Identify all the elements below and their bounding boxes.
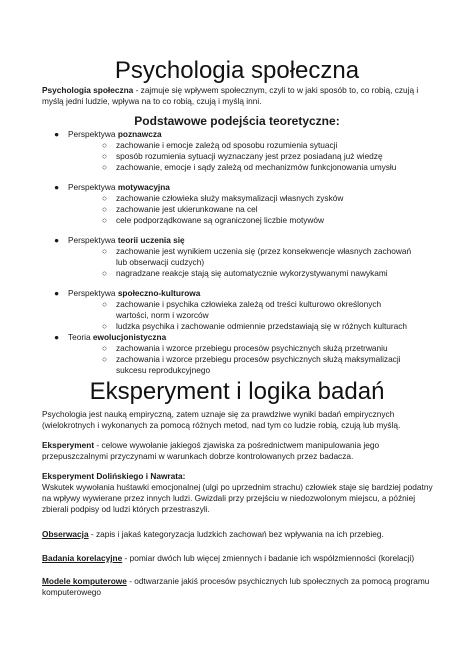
perspective-item: ● Perspektywa teorii uczenia się <box>54 235 185 245</box>
circle-bullet-icon: ○ <box>102 204 108 214</box>
perspective-name: ewolucjonistyczna <box>92 332 167 342</box>
empirical-paragraph: Psychologia jest nauką empiryczną, zatem uznaje się za prawdziwe wyniki badań empirycznych (wielokrotnych i wykonanych za pomocą różnych metod, nad tym co ludzie robią, czują lub myślą. <box>42 409 401 430</box>
circle-bullet-icon: ○ <box>102 299 108 309</box>
perspective-name: motywacyjna <box>117 182 170 192</box>
perspective-item: ● Perspektywa poznawcza <box>54 129 162 139</box>
perspective-name: poznawcza <box>117 129 162 139</box>
dolinski-paragraph: Wskutek wywołania huśtawki emocjonalnej (ulgi po uprzednim strachu) człowiek staje się bardziej podatny na wpływy wywierane przez innych ludzi. Gwizdali przy przejściu w niedozwolonym miejscu, a później zbierali podpisy od ludzi których przestraszyli. <box>42 482 433 514</box>
perspective-subitem: ○ ludzka psychika i zachowanie odmiennie przedstawiają się w różnych kulturach <box>102 321 407 331</box>
observation-term: Obserwacja <box>42 529 89 539</box>
page-title: Psychologia społeczna <box>114 57 360 84</box>
experiment-definition: Eksperyment - celowe wywołanie jakiegoś zjawiska za pośrednictwem manipulowania jego przepuszczalnymi przyczynami w warunkach dobrze kontrolowanych przez badacza. <box>42 440 380 461</box>
circle-bullet-icon: ○ <box>102 268 108 278</box>
circle-bullet-icon: ○ <box>102 193 108 203</box>
perspective-subitem: ○ nagradzane reakcje stają się automatycznie wykorzystywanymi nawykami <box>102 268 388 278</box>
perspective-subitem: ○ zachowanie jest wynikiem uczenia się (przez konsekwencje własnych zachowań lub obserwacji cudzych) <box>102 246 412 267</box>
perspective-subitem: ○ sposób rozumienia sytuacji wyznaczany jest przez posiadaną już wiedzę <box>102 151 383 161</box>
bullet-icon: ● <box>54 129 60 139</box>
perspective-subitem: ○ zachowanie, emocje i sądy zależą od mechanizmów funkcjonowania umysłu <box>102 162 397 172</box>
circle-bullet-icon: ○ <box>102 246 108 256</box>
intro-text: - zajmuje się wpływem społecznym, czyli to w jaki sposób to, co robią, czują i myślą jedni ludzie, wpływa na to co robią, czują i myślą inni. <box>42 85 419 106</box>
perspective-subitem: ○ zachowanie i emocje zależą od sposobu rozumienia sytuacji <box>102 140 338 150</box>
circle-bullet-icon: ○ <box>102 140 108 150</box>
intro-term: Psychologia społeczna <box>42 85 134 95</box>
correlation-term: Badania korelacyjne <box>42 553 123 563</box>
perspective-name: społeczno-kulturowa <box>117 288 201 298</box>
bullet-icon: ● <box>54 182 60 192</box>
circle-bullet-icon: ○ <box>102 343 108 353</box>
circle-bullet-icon: ○ <box>102 215 108 225</box>
perspective-subitem: ○ zachowania i wzorce przebiegu procesów psychicznych służą przetrwaniu <box>102 343 388 353</box>
perspective-subitem: ○ zachowanie i psychika człowieka zależą od treści kulturowo określonych wartości, norm i wzorców <box>102 299 382 320</box>
circle-bullet-icon: ○ <box>102 151 108 161</box>
computer-models-definition: Modele komputerowe - odtwarzanie jakiś procesów psychicznych lub społecznych za pomocą programu komputerowego <box>42 576 430 597</box>
intro-paragraph <box>42 85 438 107</box>
bullet-icon: ● <box>54 332 60 342</box>
correlation-definition: Badania korelacyjne - pomiar dwóch lub więcej zmiennych i badanie ich współzmienności (korelacji) <box>42 553 415 563</box>
dolinski-heading: Eksperyment Dolińskiego i Nawrata: <box>42 471 186 481</box>
perspective-item: ● Teoria ewolucjonistyczna <box>54 332 167 342</box>
perspective-subitem: ○ zachowanie człowieka służy maksymalizacji własnych zysków <box>102 193 344 203</box>
perspective-item: ● Perspektywa społeczno-kulturowa <box>54 288 201 298</box>
perspective-subitem: ○ cele podporządkowane są ograniczonej liczbie motywów <box>102 215 324 225</box>
perspective-item: ● Perspektywa motywacyjna <box>54 182 170 192</box>
perspective-name: teorii uczenia się <box>117 235 185 245</box>
circle-bullet-icon: ○ <box>102 321 108 331</box>
observation-definition: Obserwacja - zapis i jakaś kategoryzacja ludzkich zachowań bez wpływania na ich przebieg. <box>42 529 384 539</box>
circle-bullet-icon: ○ <box>102 354 108 364</box>
section-subtitle: Podstawowe podejścia teoretyczne: <box>134 114 340 128</box>
computer-models-term: Modele komputerowe <box>42 576 127 586</box>
experiment-term: Eksperyment <box>42 440 95 450</box>
perspective-subitem: ○ zachowania i wzorce przebiegu procesów psychicznych służą maksymalizacji sukcesu reprodukcyjnego <box>102 354 401 375</box>
circle-bullet-icon: ○ <box>102 162 108 172</box>
bullet-icon: ● <box>54 235 60 245</box>
section-title: Eksperyment i logika badań <box>89 378 385 405</box>
perspective-subitem: ○ zachowanie jest ukierunkowane na cel <box>102 204 258 214</box>
bullet-icon: ● <box>54 288 60 298</box>
